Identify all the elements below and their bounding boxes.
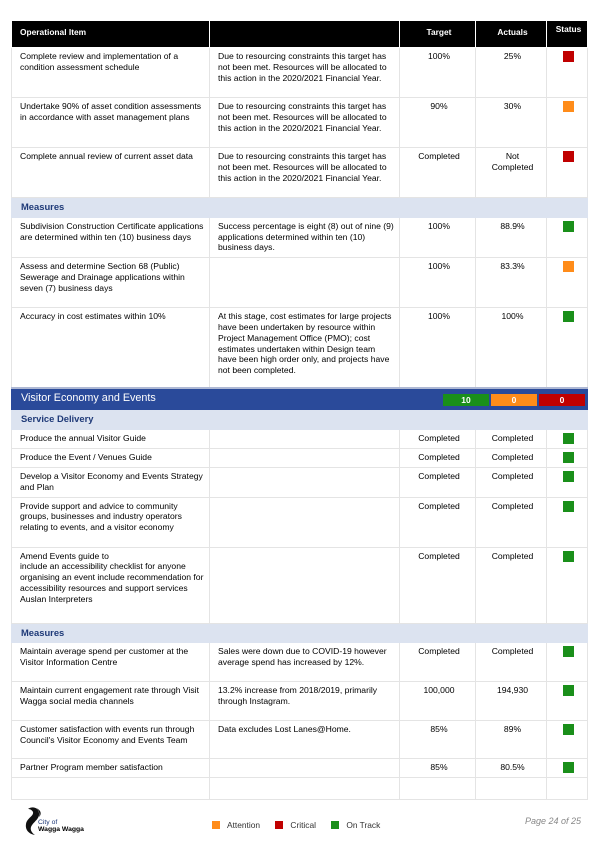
status-orange-icon [563, 101, 574, 112]
col-actuals: Actuals [476, 21, 547, 48]
actual-cell: Completed [476, 643, 547, 682]
target-cell: 100% [400, 217, 476, 257]
comment-cell [210, 448, 400, 467]
status-cell [547, 308, 588, 388]
attention-swatch-icon [212, 821, 220, 829]
actual-cell: Completed [476, 497, 547, 547]
empty-cell [400, 778, 476, 800]
legend-on-track-label: On Track [346, 820, 381, 830]
logo-line-1: City of [38, 819, 58, 826]
status-cell [547, 547, 588, 623]
target-cell: Completed [400, 497, 476, 547]
status-green-icon [563, 551, 574, 562]
item-cell: Produce the annual Visitor Guide [12, 429, 210, 448]
report-page [11, 20, 587, 800]
section-bar-inner [21, 393, 581, 404]
table-row [12, 682, 588, 721]
subsection-title: Measures [12, 623, 588, 643]
comment-cell: Due to resourcing constraints this target has not been met. Resources will be allocated to this action in the 2020/2021 Financial Year. [210, 98, 400, 148]
status-green-icon [563, 433, 574, 444]
subsection-title: Measures [12, 198, 588, 218]
actual-cell: Not Completed [476, 148, 547, 198]
section-header [12, 388, 588, 410]
table-row [12, 308, 588, 388]
col-operational-item: Operational Item [12, 21, 210, 48]
col-comment [210, 21, 400, 48]
status-cell [547, 759, 588, 778]
status-cell [547, 448, 588, 467]
status-legend [212, 820, 393, 830]
status-green-icon [563, 221, 574, 232]
target-cell: Completed [400, 448, 476, 467]
status-cell [547, 682, 588, 721]
actual-cell: 194,930 [476, 682, 547, 721]
comment-cell: Due to resourcing constraints this target has not been met. Resources will be allocated to this action in the 2020/2021 Financial Year. [210, 48, 400, 98]
actual-cell: 100% [476, 308, 547, 388]
status-green-icon [563, 311, 574, 322]
item-cell: Complete review and implementation of a condition assessment schedule [12, 48, 210, 98]
status-cell [547, 258, 588, 308]
legend-on-track [331, 820, 380, 830]
item-cell: Amend Events guide to include an accessibility checklist for anyone organising an event include recommendation for accessibility resources and support services Auslan Interpreters [12, 547, 210, 623]
section-counts [441, 394, 585, 406]
status-green-icon [563, 762, 574, 773]
actual-cell: 25% [476, 48, 547, 98]
critical-swatch-icon [275, 821, 283, 829]
actual-cell: Completed [476, 547, 547, 623]
table-row [12, 429, 588, 448]
table-row [12, 643, 588, 682]
comment-cell: Data excludes Lost Lanes@Home. [210, 721, 400, 759]
actual-cell: 88.9% [476, 217, 547, 257]
table-row [12, 467, 588, 497]
page-number: Page 24 of 25 [524, 816, 581, 826]
logo-line-2: Wagga Wagga [38, 826, 84, 834]
actual-cell: 30% [476, 98, 547, 148]
legend-critical [275, 820, 316, 830]
comment-cell [210, 429, 400, 448]
subsection-title: Service Delivery [12, 410, 588, 430]
comment-cell: Success percentage is eight (8) out of nine (9) applications determined within ten (10) business days. [210, 217, 400, 257]
target-cell: Completed [400, 547, 476, 623]
item-cell: Undertake 90% of asset condition assessments in accordance with asset management plans [12, 98, 210, 148]
status-green-icon [563, 724, 574, 735]
col-target: Target [400, 21, 476, 48]
page-footer [0, 800, 599, 847]
status-green-icon [563, 646, 574, 657]
item-cell: Maintain average spend per customer at the Visitor Information Centre [12, 643, 210, 682]
item-cell: Assess and determine Section 68 (Public) Sewerage and Drainage applications within seven (7) business days [12, 258, 210, 308]
section-title: Visitor Economy and Events [21, 391, 156, 404]
target-cell: 100,000 [400, 682, 476, 721]
target-cell: 85% [400, 721, 476, 759]
item-cell: Customer satisfaction with events run through Council's Visitor Economy and Events Team [12, 721, 210, 759]
logo-wordmark [38, 819, 84, 834]
status-green-icon [563, 471, 574, 482]
comment-cell: At this stage, cost estimates for large projects have been undertaken by resource within Project Management Office (PMO); cost estimates undertaken within Design team have been high order only, and projects have not been completed. [210, 308, 400, 388]
table-row [12, 217, 588, 257]
table-row [12, 148, 588, 198]
target-cell: 85% [400, 759, 476, 778]
attention-count: 0 [491, 394, 537, 406]
comment-cell: 13.2% increase from 2018/2019, primarily through Instagram. [210, 682, 400, 721]
status-green-icon [563, 685, 574, 696]
legend-attention-label: Attention [227, 820, 261, 830]
target-cell: Completed [400, 643, 476, 682]
status-cell [547, 643, 588, 682]
actual-cell: Completed [476, 429, 547, 448]
table-row [12, 759, 588, 778]
target-cell: Completed [400, 467, 476, 497]
target-cell: 100% [400, 258, 476, 308]
table-header [12, 21, 588, 48]
target-cell: Completed [400, 429, 476, 448]
empty-cell [476, 778, 547, 800]
status-red-icon [563, 51, 574, 62]
empty-cell [12, 778, 210, 800]
comment-cell [210, 258, 400, 308]
status-cell [547, 497, 588, 547]
table-row [12, 497, 588, 547]
item-cell: Accuracy in cost estimates within 10% [12, 308, 210, 388]
target-cell: 100% [400, 308, 476, 388]
comment-cell [210, 759, 400, 778]
table-row [12, 721, 588, 759]
col-status: Status [547, 21, 588, 48]
status-green-icon [563, 501, 574, 512]
item-cell: Complete annual review of current asset data [12, 148, 210, 198]
status-cell [547, 98, 588, 148]
table-row [12, 547, 588, 623]
on-track-swatch-icon [331, 821, 339, 829]
item-cell: Produce the Event / Venues Guide [12, 448, 210, 467]
section-bar [12, 388, 588, 410]
comment-cell [210, 467, 400, 497]
comment-cell: Sales were down due to COVID-19 however average spend has increased by 12%. [210, 643, 400, 682]
table-row [12, 48, 588, 98]
status-cell [547, 721, 588, 759]
status-cell [547, 48, 588, 98]
item-cell: Provide support and advice to community groups, businesses and industry operators relating to events, and a visitor economy [12, 497, 210, 547]
comment-cell [210, 497, 400, 547]
status-cell [547, 217, 588, 257]
status-cell [547, 467, 588, 497]
table-row [12, 98, 588, 148]
item-cell: Subdivision Construction Certificate applications are determined within ten (10) business days [12, 217, 210, 257]
status-green-icon [563, 452, 574, 463]
empty-cell [210, 778, 400, 800]
subsection-header [12, 198, 588, 218]
on-track-count: 10 [443, 394, 489, 406]
item-cell: Develop a Visitor Economy and Events Strategy and Plan [12, 467, 210, 497]
actual-cell: 83.3% [476, 258, 547, 308]
item-cell: Maintain current engagement rate through Visit Wagga social media channels [12, 682, 210, 721]
status-cell [547, 148, 588, 198]
status-orange-icon [563, 261, 574, 272]
subsection-header [12, 410, 588, 430]
status-red-icon [563, 151, 574, 162]
operational-plan-table [11, 20, 588, 800]
subsection-header [12, 623, 588, 643]
legend-critical-label: Critical [290, 820, 316, 830]
table-row [12, 448, 588, 467]
target-cell: 100% [400, 48, 476, 98]
empty-cell [547, 778, 588, 800]
actual-cell: 89% [476, 721, 547, 759]
table-row [12, 258, 588, 308]
actual-cell: 80.5% [476, 759, 547, 778]
empty-row [12, 778, 588, 800]
legend-attention [212, 820, 260, 830]
status-cell [547, 429, 588, 448]
target-cell: 90% [400, 98, 476, 148]
target-cell: Completed [400, 148, 476, 198]
comment-cell [210, 547, 400, 623]
item-cell: Partner Program member satisfaction [12, 759, 210, 778]
actual-cell: Completed [476, 467, 547, 497]
critical-count: 0 [539, 394, 585, 406]
actual-cell: Completed [476, 448, 547, 467]
comment-cell: Due to resourcing constraints this target has not been met. Resources will be allocated to this action in the 2020/2021 Financial Year. [210, 148, 400, 198]
